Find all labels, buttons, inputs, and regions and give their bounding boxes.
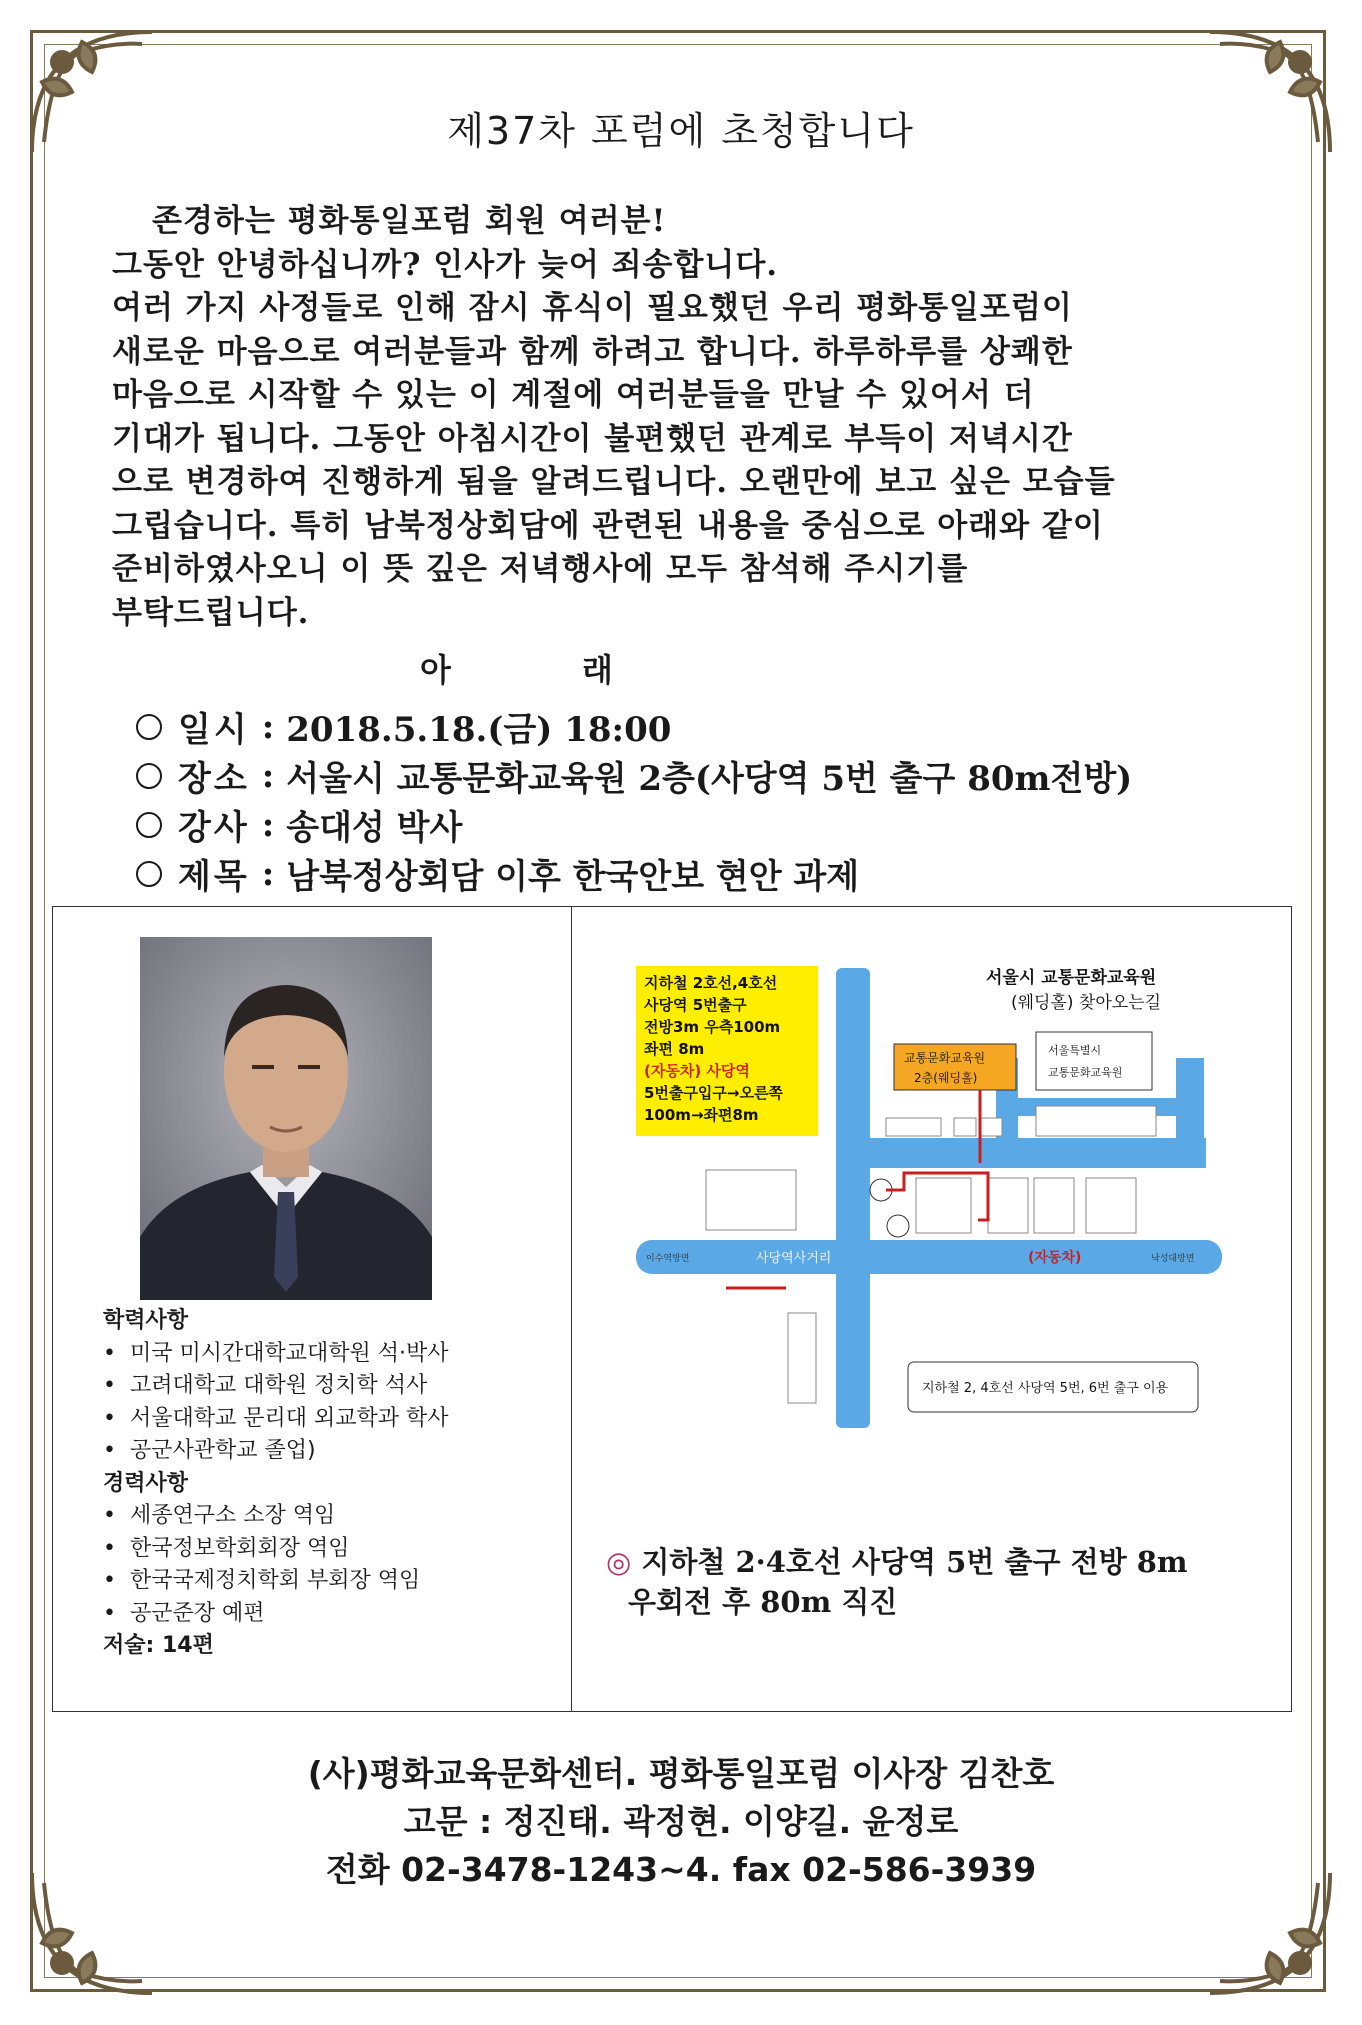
cv-education-item: • 서울대학교 문리대 외교학과 학사 <box>103 1403 449 1436</box>
cv-career-item: • 세종연구소 소장 역임 <box>103 1500 449 1533</box>
cv-education-item: • 공군사관학교 졸업) <box>103 1435 449 1468</box>
circle-bullet-icon <box>136 861 162 887</box>
map-bottom-text: 지하철 2, 4호선 사당역 5번, 6번 출구 이용 <box>922 1381 1169 1396</box>
detail-label: 제목 <box>178 857 250 897</box>
box-divider <box>571 906 572 1712</box>
map-building-line: 서울특별시 <box>1048 1044 1102 1057</box>
map-yellow-line: 5번출구입구→오른쪽 <box>644 1084 783 1102</box>
map-building-main <box>1036 1032 1152 1090</box>
circle-bullet-icon <box>136 714 162 740</box>
detail-subject: 제목 : 남북정상회담 이후 한국안보 현안 과제 <box>136 849 1132 898</box>
map-road-horizontal <box>636 1240 1222 1274</box>
cv-education-item: • 고려대학교 대학원 정치학 석사 <box>103 1370 449 1403</box>
map-building <box>706 1170 796 1230</box>
map-building-line: 교통문화교육원 <box>1048 1066 1123 1079</box>
map-yellow-line: 전방3m 우측100m <box>644 1018 781 1036</box>
circle-bullet-icon <box>136 763 162 789</box>
map-yellow-line: 지하철 2호선,4호선 <box>644 974 778 992</box>
cv-career-heading: 경력사항 <box>103 1470 189 1496</box>
event-details <box>136 702 1132 898</box>
map-road-side <box>836 1138 1206 1168</box>
map-title: 서울시 교통문화교육원 <box>986 968 1157 988</box>
map-building <box>988 1178 1028 1233</box>
map-crossroad-label: 사당역사거리 <box>756 1251 832 1266</box>
detail-date: 일시 : 2018.5.18.(금) 18:00 <box>136 702 1132 751</box>
page-title: 제37차 포럼에 초청합니다 <box>447 109 915 153</box>
map-yellow-line: 100m→좌편8m <box>644 1106 759 1124</box>
footer-advisors: 고문 : 정진태. 곽정현. 이양길. 윤정로 <box>403 1802 959 1841</box>
map-building <box>1034 1178 1074 1233</box>
detail-value: 남북정상회담 이후 한국안보 현안 과제 <box>286 857 860 897</box>
circle-bullet-icon <box>136 812 162 838</box>
double-circle-icon: ◎ <box>606 1545 632 1579</box>
cv-education-item: • 미국 미시간대학교대학원 석·박사 <box>103 1338 449 1371</box>
map-building <box>954 1118 976 1136</box>
map-building <box>916 1178 971 1233</box>
map-orange-line: 교통문화교육원 <box>904 1051 986 1065</box>
detail-speaker: 강사 : 송대성 박사 <box>136 800 1132 849</box>
location-map <box>636 958 1222 1438</box>
cv-education-heading: 학력사항 <box>103 1308 189 1333</box>
letter-line: 부탁드립니다. <box>112 594 310 631</box>
cv-career-item: • 한국정보학회회장 역임 <box>103 1533 449 1566</box>
speaker-photo <box>140 937 432 1300</box>
map-yellow-line: 좌편 8m <box>644 1040 705 1058</box>
letter-line: 마음으로 시작할 수 있는 이 계절에 여러분들을 만날 수 있어서 더 <box>112 377 1035 413</box>
letter-line: 여러 가지 사정들로 인해 잠시 휴식이 필요했던 우리 평화통일포럼이 <box>112 290 1073 326</box>
map-orange-line: 2층(웨딩홀) <box>914 1071 978 1085</box>
letter-line: 준비하였사오니 이 뜻 깊은 저녁행사에 모두 참석해 주시기를 <box>112 551 969 587</box>
directions-line: 지하철 2·4호선 사당역 5번 출구 전방 8m <box>641 1545 1188 1579</box>
directions-line: 우회전 후 80m 직진 <box>628 1585 898 1619</box>
detail-label: 일시 <box>178 710 250 750</box>
speaker-cv <box>103 1305 449 1663</box>
map-yellow-line: 사당역 5번출구 <box>644 996 747 1014</box>
map-road-vertical <box>836 968 870 1428</box>
section-heading: 아 래 <box>420 651 673 689</box>
cv-works: 저술: 14편 <box>103 1633 214 1658</box>
map-building <box>788 1313 816 1403</box>
letter-line: 그동안 안녕하십니까? 인사가 늦어 죄송합니다. <box>112 246 779 283</box>
map-car-label: (자동차) <box>1028 1250 1082 1266</box>
map-subtitle: (웨딩홀) 찾아오는길 <box>1011 993 1162 1013</box>
detail-place: 장소 : 서울시 교통문화교육원 2층(사당역 5번 출구 80m전방) <box>136 751 1132 800</box>
map-building <box>980 1118 1002 1136</box>
invitation-letter <box>112 200 1242 635</box>
cv-career-item: • 공군준장 예편 <box>103 1598 449 1631</box>
map-building <box>1086 1178 1136 1233</box>
map-yellow-line: (자동차) 사당역 <box>644 1062 750 1080</box>
letter-line: 그립습니다. 특히 남북정상회담에 관련된 내용을 중심으로 아래와 같이 <box>112 507 1104 544</box>
detail-value: 2018.5.18.(금) 18:00 <box>286 710 672 750</box>
letter-line: 기대가 됩니다. 그동안 아침시간이 불편했던 관계로 부득이 저녁시간 <box>112 420 1073 457</box>
map-exit-icon <box>887 1215 909 1237</box>
map-building <box>886 1118 941 1136</box>
detail-value: 서울시 교통문화교육원 2층(사당역 5번 출구 80m전방) <box>286 759 1133 799</box>
detail-value: 송대성 박사 <box>286 808 463 848</box>
letter-line: 새로운 마음으로 여러분들과 함께 하려고 합니다. 하루하루를 상쾌한 <box>112 333 1073 370</box>
detail-label: 장소 <box>178 759 250 799</box>
cv-career-item: • 한국국제정치학회 부회장 역임 <box>103 1565 449 1598</box>
letter-line: 존경하는 평화통일포럼 회원 여러분! <box>152 203 667 239</box>
detail-label: 강사 <box>178 808 250 848</box>
footer-contact: 전화 02-3478-1243~4. fax 02-586-3939 <box>325 1850 1037 1889</box>
map-road-label: 낙성대방면 <box>1151 1254 1195 1264</box>
directions-note <box>606 1542 1188 1622</box>
map-building <box>1036 1106 1156 1136</box>
footer <box>0 1750 1362 1894</box>
map-road-label: 이수역방면 <box>646 1254 690 1264</box>
footer-organizer: (사)평화교육문화센터. 평화통일포럼 이사장 김찬호 <box>307 1754 1055 1793</box>
letter-line: 으로 변경하여 진행하게 됨을 알려드립니다. 오랜만에 보고 싶은 모습들 <box>112 464 1116 500</box>
